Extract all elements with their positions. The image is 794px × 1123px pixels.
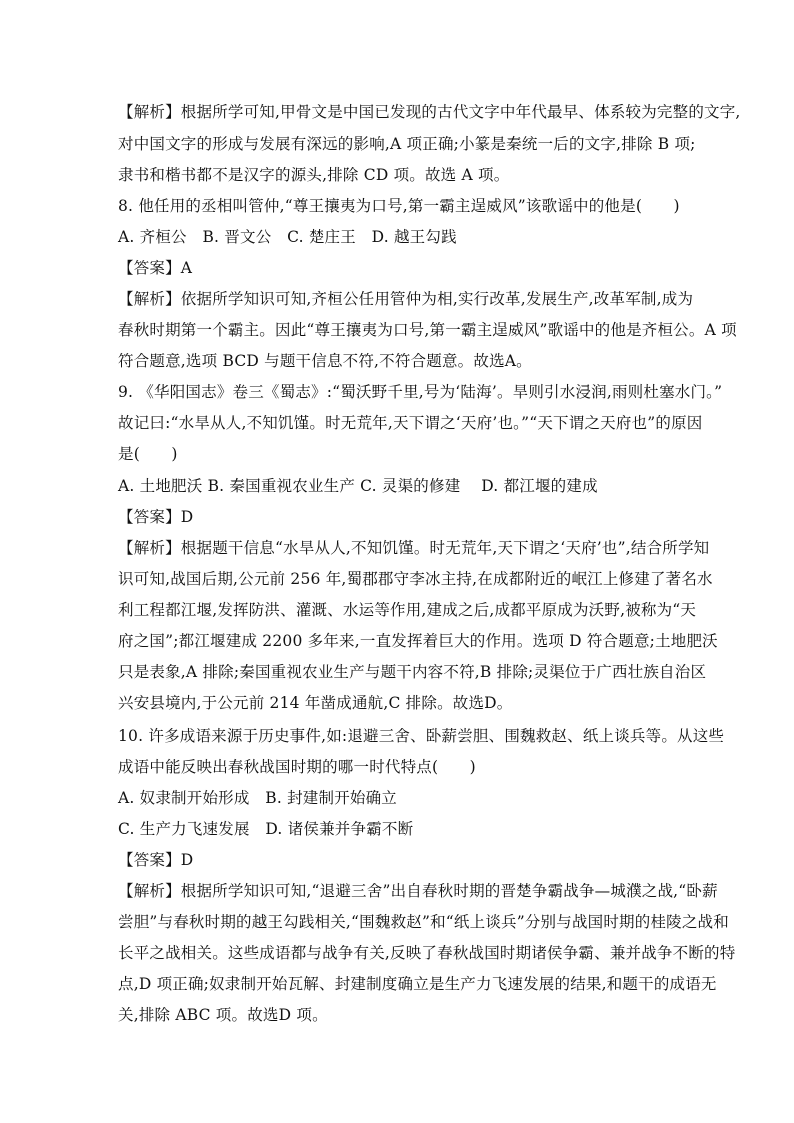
question-10-options-line-1: A. 奴隶制开始形成 B. 封建制开始确立 [118,789,397,807]
analysis-9-line-1: 【解析】根据题干信息“水旱从人,不知饥馑。时无荒年,天下谓之‘天府’也”,结合所学知 [118,539,710,557]
analysis-10-line-2: 尝胆”与春秋时期的越王勾践相关,“围魏救赵”和“纸上谈兵”分别与战国时期的桂陵之战和 [118,913,729,931]
analysis-7-line-3: 隶书和楷书都不是汉字的源头,排除 CD 项。故选 A 项。 [118,166,510,184]
analysis-7-line-1: 【解析】根据所学可知,甲骨文是中国已发现的古代文字中年代最早、体系较为完整的文字, [118,103,741,121]
analysis-9-line-6: 兴安县境内,于公元前 214 年凿成通航,C 排除。故选D。 [118,694,513,712]
analysis-10-line-4: 点,D 项正确;奴隶制开始瓦解、封建制度确立是生产力飞速发展的结果,和题干的成语无 [118,975,717,993]
answer-10: 【答案】D [118,851,194,869]
question-8-stem: 8. 他任用的丞相叫管仲,“尊王攘夷为口号,第一霸主逞威风”该歌谣中的他是( ) [118,197,680,215]
analysis-10-line-5: 关,排除 ABC 项。故选D 项。 [118,1006,328,1024]
question-10-stem-line-2: 成语中能反映出春秋战国时期的哪一时代特点( ) [118,758,476,776]
analysis-8-line-2: 春秋时期第一个霸主。因此“尊王攘夷为口号,第一霸主逞威风”歌谣中的他是齐桓公。A 项 [118,321,737,339]
answer-8: 【答案】A [118,259,193,277]
analysis-9-line-5: 只是表象,A 排除;秦国重视农业生产与题干内容不符,B 排除;灵渠位于广西壮族自治区 [118,663,707,681]
analysis-9-line-4: 府之国”;都江堰建成 2200 多年来,一直发挥着巨大的作用。选项 D 符合题意;土地肥沃 [118,632,718,650]
question-9-stem-line-3: 是( ) [118,445,178,463]
question-8-options: A. 齐桓公 B. 晋文公 C. 楚庄王 D. 越王勾践 [118,228,457,246]
question-10-options-line-2: C. 生产力飞速发展 D. 诸侯兼并争霸不断 [118,820,414,838]
question-9-options: A. 土地肥沃 B. 秦国重视农业生产 C. 灵渠的修建 D. 都江堰的建成 [118,477,598,495]
analysis-8-line-1: 【解析】依据所学知识可知,齐桓公任用管仲为相,实行改革,发展生产,改革军制,成为 [118,290,694,308]
analysis-9-line-3: 利工程都江堰,发挥防洪、灌溉、水运等作用,建成之后,成都平原成为沃野,被称为“天 [118,601,697,619]
question-9-stem-line-2: 故记曰:“水旱从人,不知饥馑。时无荒年,天下谓之‘天府’也。”“天下谓之天府也”的原因 [118,414,703,432]
question-10-stem-line-1: 10. 许多成语来源于历史事件,如:退避三舍、卧薪尝胆、围魏救赵、纸上谈兵等。从这些 [118,727,725,745]
answer-9: 【答案】D [118,508,194,526]
question-9-stem-line-1: 9. 《华阳国志》卷三《蜀志》:“蜀沃野千里,号为‘陆海’。旱则引水浸润,雨则杜塞水门。” [118,383,723,401]
analysis-7-line-2: 对中国文字的形成与发展有深远的影响,A 项正确;小篆是秦统一后的文字,排除 B 项; [118,135,696,153]
analysis-10-line-3: 长平之战相关。这些成语都与战争有关,反映了春秋战国时期诸侯争霸、兼并战争不断的特 [118,944,736,962]
analysis-9-line-2: 识可知,战国后期,公元前 256 年,蜀郡郡守李冰主持,在成都附近的岷江上修建了著名水 [118,570,713,588]
analysis-10-line-1: 【解析】根据所学知识可知,“退避三舍”出自春秋时期的晋楚争霸战争—城濮之战,“卧薪 [118,882,718,900]
analysis-8-line-3: 符合题意,选项 BCD 与题干信息不符,不符合题意。故选A。 [118,352,532,370]
